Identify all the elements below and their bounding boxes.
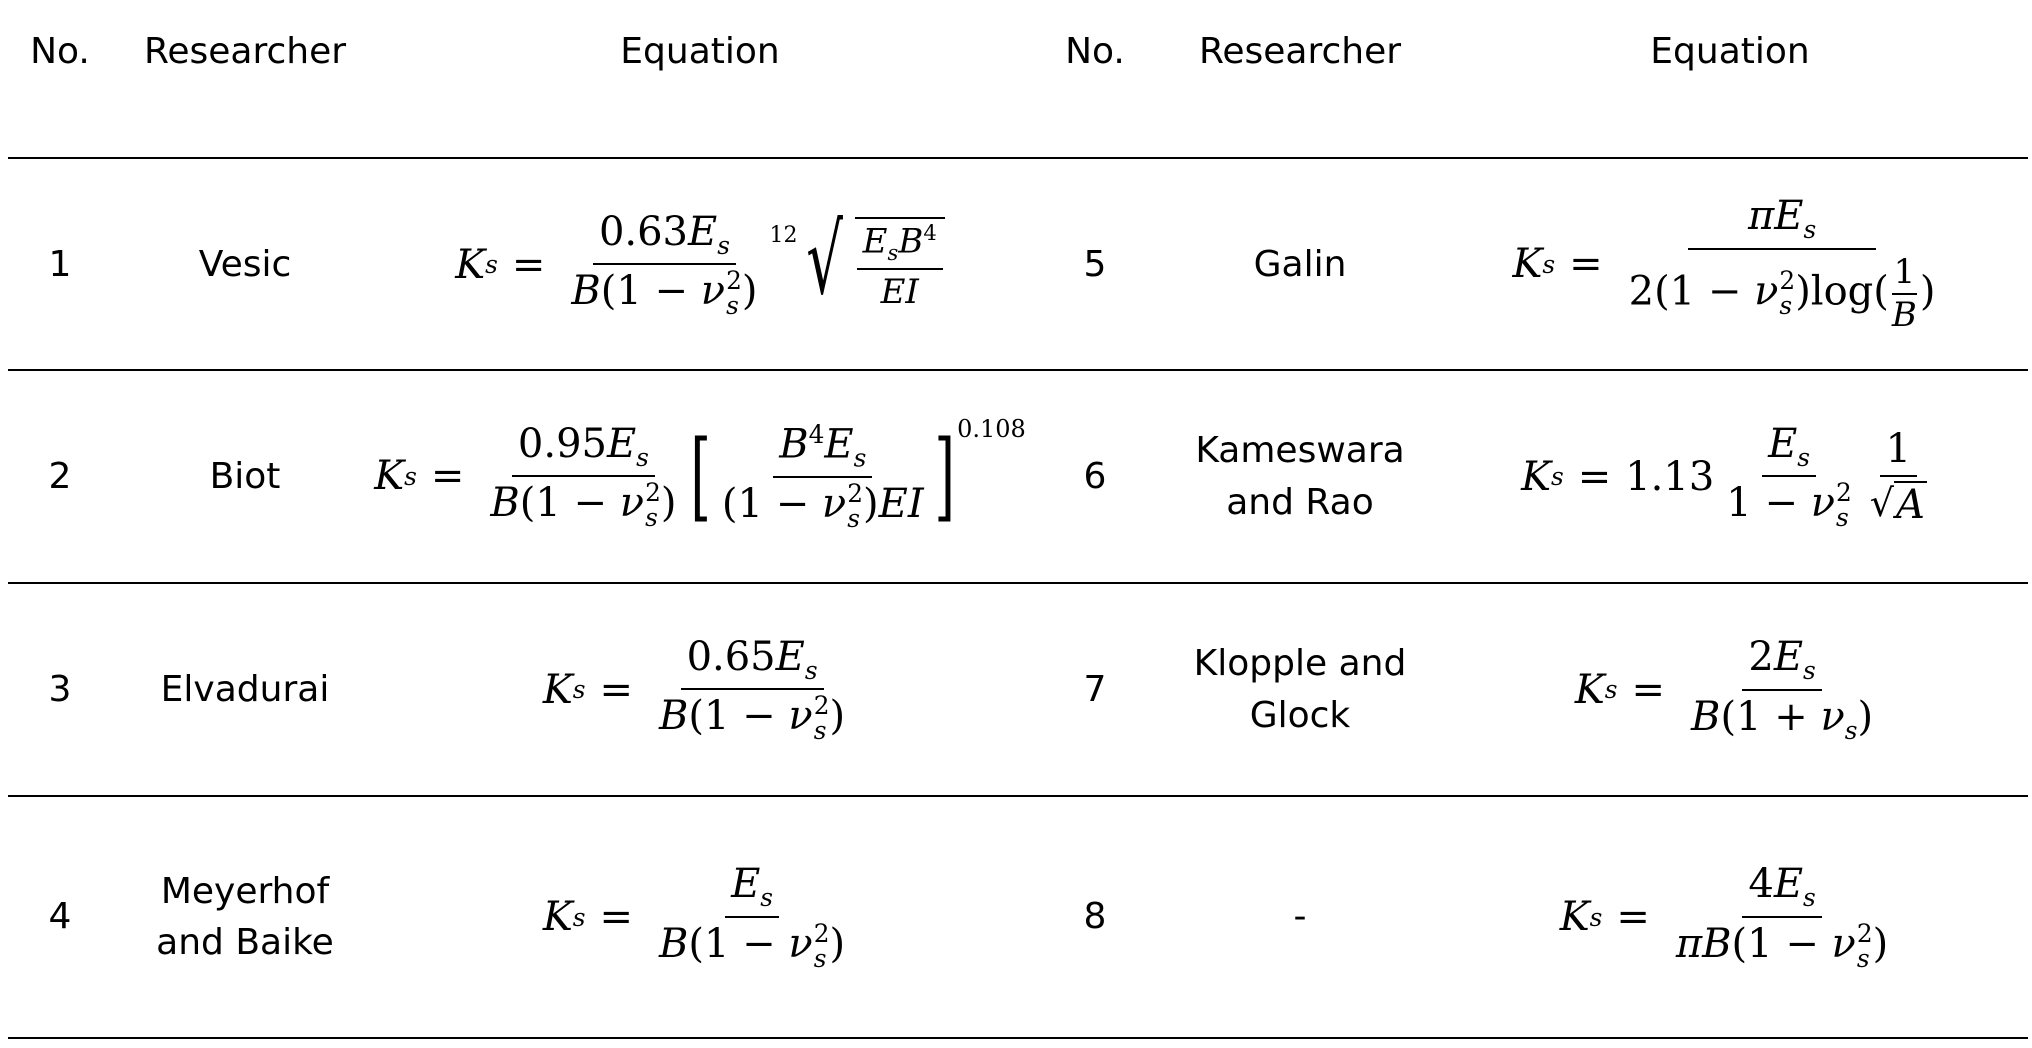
row4-equation-unnamed: K s = $4E_s$ πB(1 − ν 2 s ): [1559, 861, 1889, 973]
header-researcher-left: Researcher: [143, 31, 347, 73]
row2-right-no: 6: [1083, 455, 1107, 497]
row2-left-no: 2: [48, 455, 72, 497]
row1-left-researcher: Vesic: [198, 243, 292, 285]
row1-right-researcher: Galin: [1253, 243, 1347, 285]
row4-right-no: 8: [1083, 896, 1107, 938]
row1-right-no: 5: [1083, 243, 1107, 285]
header-no-left: No.: [30, 31, 90, 73]
row3-equation-klopple: K s = $\frac{2E_s}{B(1 + \nu_s)}$: [1574, 634, 1874, 745]
row1-equation-galin: K s = $\pi E_s$ 2(1 − ν 2 s )log( $\frac{1}{B}$ ): [1512, 193, 1936, 336]
row4-equation-meyerhof: K s = $E_s$ B(1 − ν 2 s ): [542, 861, 846, 973]
table-rule-row1: [8, 369, 2028, 371]
row1-left-no: 1: [48, 243, 72, 285]
row4-left-no: 4: [48, 896, 72, 938]
row2-right-researcher: Kameswara and Rao: [1195, 430, 1405, 523]
table-rule-header: [8, 157, 2028, 159]
header-no-right: No.: [1065, 31, 1125, 73]
row3-right-no: 7: [1083, 668, 1107, 710]
row4-left-researcher: Meyerhof and Baike: [156, 870, 334, 963]
row4-right-researcher: -: [1293, 896, 1307, 938]
header-equation-right: Equation: [1650, 31, 1810, 73]
row2-equation-biot: K s = $0.95E_s$ B(1 − ν 2 s ) [ $B^4E_s$ (1 − ν 2 s )EI ] $^{0.108}$: [374, 415, 1026, 533]
row3-equation-elvadurai: K s = $0.65E_s$ B(1 − ν 2 s ): [542, 633, 846, 746]
row3-right-researcher: Klopple and Glock: [1193, 643, 1407, 736]
row1-equation-vesic: K s = $0.63E_s$ B(1 − ν 2 s ) 12 √ $\frac{E_sB^4}{EI}$: [400, 160, 1000, 369]
header-researcher-right: Researcher: [1198, 31, 1402, 73]
header-equation-left: Equation: [620, 31, 780, 73]
table-rule-bottom: [8, 1037, 2028, 1039]
row3-left-researcher: Elvadurai: [160, 668, 330, 710]
table-rule-row2: [8, 582, 2028, 584]
row2-equation-kameswara: K s = 1.13 $E_s$ 1 − ν 2 s 1 √ A: [1521, 420, 1925, 533]
table-rule-row3: [8, 795, 2028, 797]
row2-left-researcher: Biot: [209, 455, 281, 497]
row3-left-no: 3: [48, 668, 72, 710]
